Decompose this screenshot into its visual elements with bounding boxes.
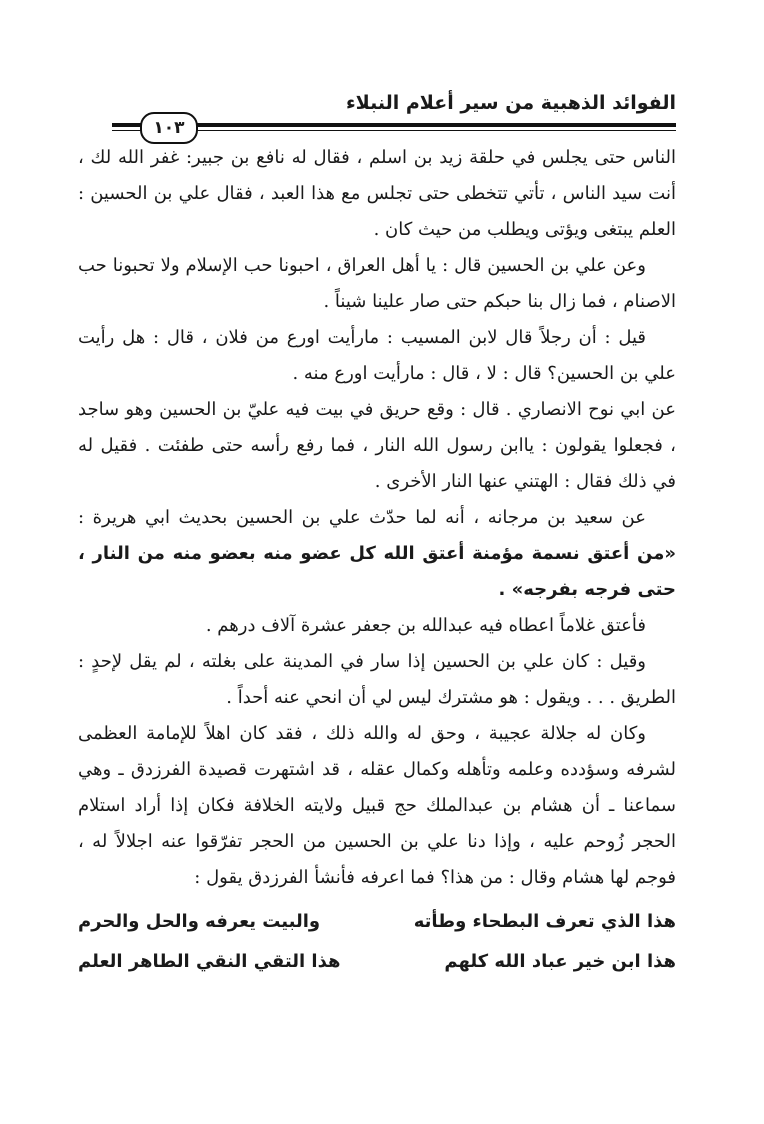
verse-first-hemistich: هذا الذي تعرف البطحاء وطأته [413,911,676,932]
main-text [78,140,676,896]
paragraph [78,500,676,608]
running-title: الفوائد الذهبية من سير أعلام النبلاء [345,92,676,114]
verse-line [78,902,676,942]
paragraph: وكان له جلالة عجيبة ، وحق له والله ذلك ، فقد كان اهلاً للإمامة العظمى لشرفه وسؤدده وعلمه وتأهله وكمال عقله ، قد اشتهرت قصيدة الفرزدق ـ وهي سماعنا ـ أن هشام بن عبدالملك حج قبيل ولايته الخلافة فكان إذا أراد استلام الحجر زُوحم عليه ، وإذا دنا علي بن الحسين من الحجر تفرّقوا عنه اجلالاً له ، فوجم لها هشام وقال : من هذا؟ فما اعرفه فأنشأ الفرزدق يقول : [78,723,676,888]
paragraph: عن ابي نوح الانصاري . قال : وقع حريق في بيت فيه عليّ بن الحسين وهو ساجد ، فجعلوا يقولون : ياابن رسول الله النار ، فما رفع رأسه حتى طفئت . فقيل له في ذلك فقال : الهتني عنها النار الأخرى . [78,399,676,492]
paragraph: الناس حتى يجلس في حلقة زيد بن اسلم ، فقال له نافع بن جبير: غفر الله لك ، أنت سيد الناس ، تأتي تتخطى حتى تجلس مع هذا العبد ، فقال علي بن الحسين : العلم يبتغى ويؤتى ويطلب من حيث كان . [78,147,676,240]
paragraph: قيل : أن رجلاً قال لابن المسيب : مارأيت اورع من فلان ، قال : هل رأيت علي بن الحسين؟ قال : لا ، قال : مارأيت اورع منه . [78,327,676,384]
verse-second-hemistich: هذا التقي النقي الطاهر العلم [78,951,341,972]
verse-line [78,942,676,982]
hadith-quote: «من أعتق نسمة مؤمنة أعتق الله كل عضو منه بعضو منه من النار ، حتى فرجه بفرجه» . [78,543,676,600]
verse-first-hemistich: هذا ابن خير عباد الله كلهم [444,951,676,972]
paragraph: فأعتق غلاماً اعطاه فيه عبدالله بن جعفر عشرة آلاف درهم . [205,615,646,636]
poem [78,902,676,982]
paragraph: وعن علي بن الحسين قال : يا أهل العراق ، احبونا حب الإسلام ولا تحبونا حب الاصنام ، فما زال بنا حبكم حتى صار علينا شيناً . [78,255,676,312]
verse-second-hemistich: والبيت يعرفه والحل والحرم [78,911,321,932]
paragraph-text: عن سعيد بن مرجانه ، أنه لما حدّث علي بن الحسين بحديث ابي هريرة : [78,507,646,528]
page-number: ١٠٣ [140,112,198,144]
paragraph: وقيل : كان علي بن الحسين إذا سار في المدينة على بغلته ، لم يقل لإحدٍ : الطريق . . . ويقول : هو مشترك ليس لي أن انحي عنه أحداً . [78,651,676,708]
